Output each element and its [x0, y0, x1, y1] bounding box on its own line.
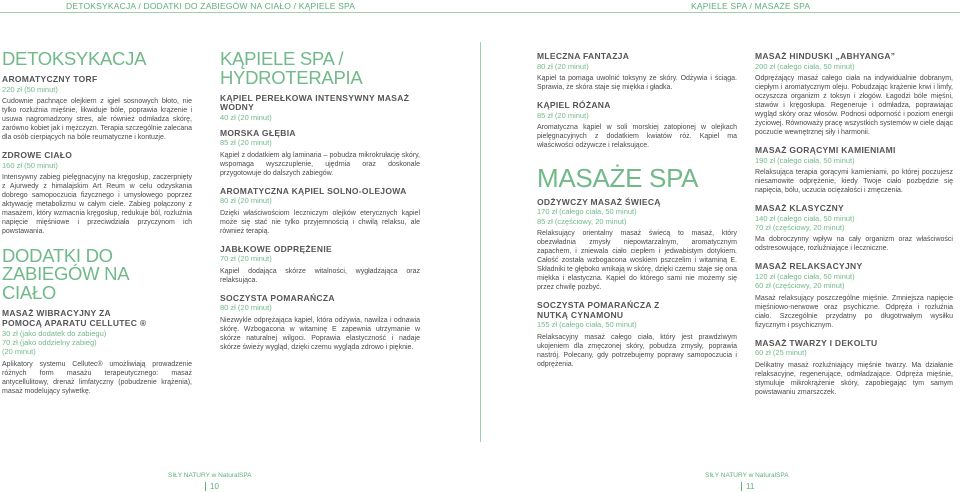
item-price-2: 60 zł (częściowy, 20 minut)	[755, 281, 845, 291]
item-name: ODŻYWCZY MASAŻ ŚWIECĄ	[537, 196, 661, 207]
item-desc: Masaż relaksujący poszczególne mięśnie. Zmniejsza napięcie mięśniowo-nerwowe oraz psychiczne. Odpręża i rozluźnia ciało. Szczególnie przydatny po długotrwałym wysiłku fizycznym i psychicznym.	[755, 294, 953, 329]
footer-brand-left: SIŁY NATURY w NaturalSPA	[168, 472, 252, 479]
item-price-3: (20 minut)	[2, 347, 36, 357]
item-price: 220 zł (50 minut)	[2, 84, 58, 94]
section-title-detox: DETOKSYKACJA	[2, 48, 147, 69]
item-price: 80 zł (20 minut)	[220, 196, 272, 206]
item-desc: Intensywny zabieg pielęgnacyjny na kręgosłup, zaczerpnięty z Ajurwedy z himalajskim Art Reum w celu odzyskania dobrego samopoczucia fizycznego i umysłowego poprzez aktywację metabolizmu w całym ciele. Zabieg połączony z masażem, który wzmacnia kręgosłup, redukuje ból, rozluźnia napięcie mięśniowe i przeciwdziała przyczynom ich powstawania.	[2, 173, 192, 235]
item-desc: Kąpiel dodająca skórze witalności, wygładzająca oraz relaksująca.	[220, 267, 420, 284]
item-desc: Aplikatory systemu Cellutec® umożliwiają prowadzenie różnych form masażu terapeutycznego: masaż antycellulitowy, drenaż limfatyczny (pobudzenie krążenia), masaż modelujący sylwetkę.	[2, 360, 192, 395]
section-title-baths: KĄPIELE SPA / HYDROTERAPIA	[220, 48, 363, 88]
top-bar	[0, 0, 960, 13]
item-price-2: 70 zł (częściowy, 20 minut)	[755, 222, 845, 232]
item-price: 30 zł (jako dodatek do zabiegu)	[2, 328, 107, 338]
item-price: 85 zł (20 minut)	[220, 138, 272, 148]
item-price-2: 70 zł (jako oddzielny zabieg)	[2, 338, 97, 348]
column-spa-massages	[537, 52, 737, 373]
item-price: 140 zł (całego ciała, 50 minut)	[755, 213, 855, 223]
item-name: SOCZYSTA POMARAŃCZA	[220, 292, 335, 303]
item-desc: Kąpiel z dodatkiem alg laminaria – pobudza mikrokrułację skóry, wspomaga wyszczuplenie, ujędrnia oraz doskonale przygotowuje do dalszych zabiegów.	[220, 151, 420, 177]
header-right: KĄPIELE SPA / MASAŻE SPA	[691, 1, 811, 11]
item-price: 190 zł (całego ciała, 50 minut)	[755, 155, 855, 165]
item-desc: Aromatyczna kąpiel w soli morskiej zatopionej w olejkach pielęgnacyjnych z dodatkiem kwiatów róż. Kąpiel ma właściwości odżywcze i relaksujące.	[537, 124, 737, 150]
item-price-2: 85 zł (częściowy, 20 minut)	[537, 216, 627, 226]
item-desc: Dzięki właściwościom leczniczym olejków eterycznych kąpiel może się stać nie tylko przyjemnością i chwilą relaksu, ale również terapią.	[220, 209, 420, 235]
item-desc: Cudownie pachnące olejkiem z igieł sosnowych błoto, nie tylko rozluźnia mięśnie, likwiduje bóle, poprawia krążenie i usuwa nagromadzony stres, ale również odmładza skórę, zarówno kobiet jak i mężczyzn. Terapia szczególnie zalecana dla osób cierpiących na bóle reumatyczne i kontuzje.	[2, 98, 192, 141]
page-divider	[480, 42, 481, 442]
item-desc: Niezwykle odprężająca kąpiel, która odżywia, nawilża i odnawia skórę. Wzbogacona w witaminę E zapewnia utrzymanie w skórze naturalnej wilgoci. Poprawia elastyczność i nadaje skórze świeży wygląd, dzięki czemu wygląda zdrowo i pięknie.	[220, 316, 420, 351]
item-price: 120 zł (całego ciała, 50 minut)	[755, 272, 855, 281]
column-massages-2	[755, 52, 953, 402]
item-desc: Delikatny masaż rozluźniający mięśnie twarzy. Ma działanie relaksacyjne, regenerujące, odmładzające. Odpręża mięśnie, stymuluje mikrokrążenie skóry, zapobiegając tym samym powstawaniu zmarszczek.	[755, 361, 953, 396]
item-name: MASAŻ TWARZY I DEKOLTU	[755, 337, 878, 348]
item-desc: Relaksacyjny masaż całego ciała, który jest prawdziwym ukojeniem dla zmęczonej skóry, pobudza zmysły, poprawia nastrój. Polecany, gdy potrzebujemy poprawy samopoczucia i odprężenia.	[537, 333, 737, 368]
item-name: MASAŻ GORĄCYMI KAMIENIAMI	[755, 144, 896, 155]
page-number-left	[201, 482, 219, 491]
item-price: 70 zł (20 minut)	[220, 254, 272, 264]
column-detox	[2, 50, 192, 401]
page-number-left-value: 10	[210, 482, 219, 491]
item-name: AROMATYCZNA KĄPIEL SOLNO-OLEJOWA	[220, 185, 407, 196]
item-name: AROMATYCZNY TORF	[2, 73, 98, 84]
page-number-right	[737, 482, 754, 491]
item-price: 85 zł (20 minut)	[537, 110, 589, 120]
item-name: MASAŻ RELAKSACYJNY	[755, 261, 863, 272]
item-name: MASAŻ KLASYCZNY	[755, 202, 845, 213]
item-price: 170 zł (całego ciała, 50 minut)	[537, 207, 637, 217]
item-price: 155 zł (całego ciała, 50 minut)	[537, 320, 637, 330]
item-price: 80 zł (20 minut)	[220, 303, 272, 313]
item-price: 160 zł (50 minut)	[2, 160, 58, 170]
item-price: 60 zł (25 minut)	[755, 348, 807, 358]
item-desc: Kąpiel ta pomaga uwolnić toksyny ze skóry. Odżywia i ściąga. Sprawia, że skóra staje się miękka i gładka.	[537, 75, 737, 92]
section-title-massages: MASAŻE SPA	[537, 163, 699, 194]
item-name: KĄPIEL PEREŁKOWA INTENSYWNY MASAŻ WODNY	[220, 92, 410, 113]
item-name: MORSKA GŁĘBIA	[220, 127, 296, 138]
item-price: 200 zł (całego ciała, 50 minut)	[755, 61, 855, 71]
item-name: SOCZYSTA POMARAŃCZA Z NUTKĄ CYNAMONU	[537, 299, 660, 320]
footer-brand-right: SIŁY NATURY w NaturalSPA	[705, 472, 789, 479]
item-name: ZDROWE CIAŁO	[2, 149, 73, 160]
item-price: 80 zł (20 minut)	[537, 61, 589, 71]
header-left: DETOKSYKACJA / DODATKI DO ZABIEGÓW NA CIAŁO / KĄPIELE SPA	[66, 1, 356, 11]
item-name: MASAŻ WIBRACYJNY ZA POMOCĄ APARATU CELLUTEC ®	[2, 308, 147, 328]
column-baths	[220, 50, 420, 357]
item-desc: Ma dobroczynny wpływ na cały organizm oraz właściwości odstresowujące, rozluźniające i leczniczne.	[755, 236, 953, 253]
item-name: JABŁKOWE ODPRĘŻENIE	[220, 243, 332, 254]
section-title-addons: DODATKI DO ZABIEGÓW NA CIAŁO	[2, 244, 129, 304]
item-price: 40 zł (20 minut)	[220, 113, 272, 123]
item-name: MASAŻ HINDUSKI „ABHYANGA”	[755, 51, 896, 61]
item-desc: Relaksujący orientalny masaż świecą to masaż, który obezwładnia zmysły niepowtarzalnym, aromatycznym zapachem, i zniewala ciało ciepłem i jedwabistym dotykiem. Całość została wzbogacona woskiem pszczelim i witaminą E. Składniki te głęboko wnikają w skórę, dzięki czemu staje się ona miękka i elastyczna. Kąpiel do którego sami nie możemy się przez chwilę pozbyć.	[537, 230, 737, 291]
item-desc: Odprężający masaż całego ciała na indywidualnie dobranym, ciepłym i aromatycznym oleju. Pobudzając krążenie krwi i limfy, oczyszcza organizm z toksyn i złogów. Łagodzi bóle mięśni, stawów i kręgosłupa. Regeneruje i odmładza, poprawiając wygląd skóry oraz włosów. Podnosi odporność i poziom energii życiowej. Równoważy pracę wszystkich systemów w ciele dając poczucie wewnętrznej siły i harmonii.	[755, 75, 954, 136]
item-name: KĄPIEL RÓŻANA	[537, 100, 611, 111]
item-desc: Relaksująca terapia gorącymi kamieniami, po której poczujesz niesamowite odprężenie, kiedy Twoje ciało pozbędzie się napięcia, bólu, uczucia ociężałości i zmęczenia.	[755, 168, 953, 194]
page-number-right-value: 11	[746, 482, 755, 491]
item-name: MLECZNA FANTAZJA	[537, 51, 630, 61]
